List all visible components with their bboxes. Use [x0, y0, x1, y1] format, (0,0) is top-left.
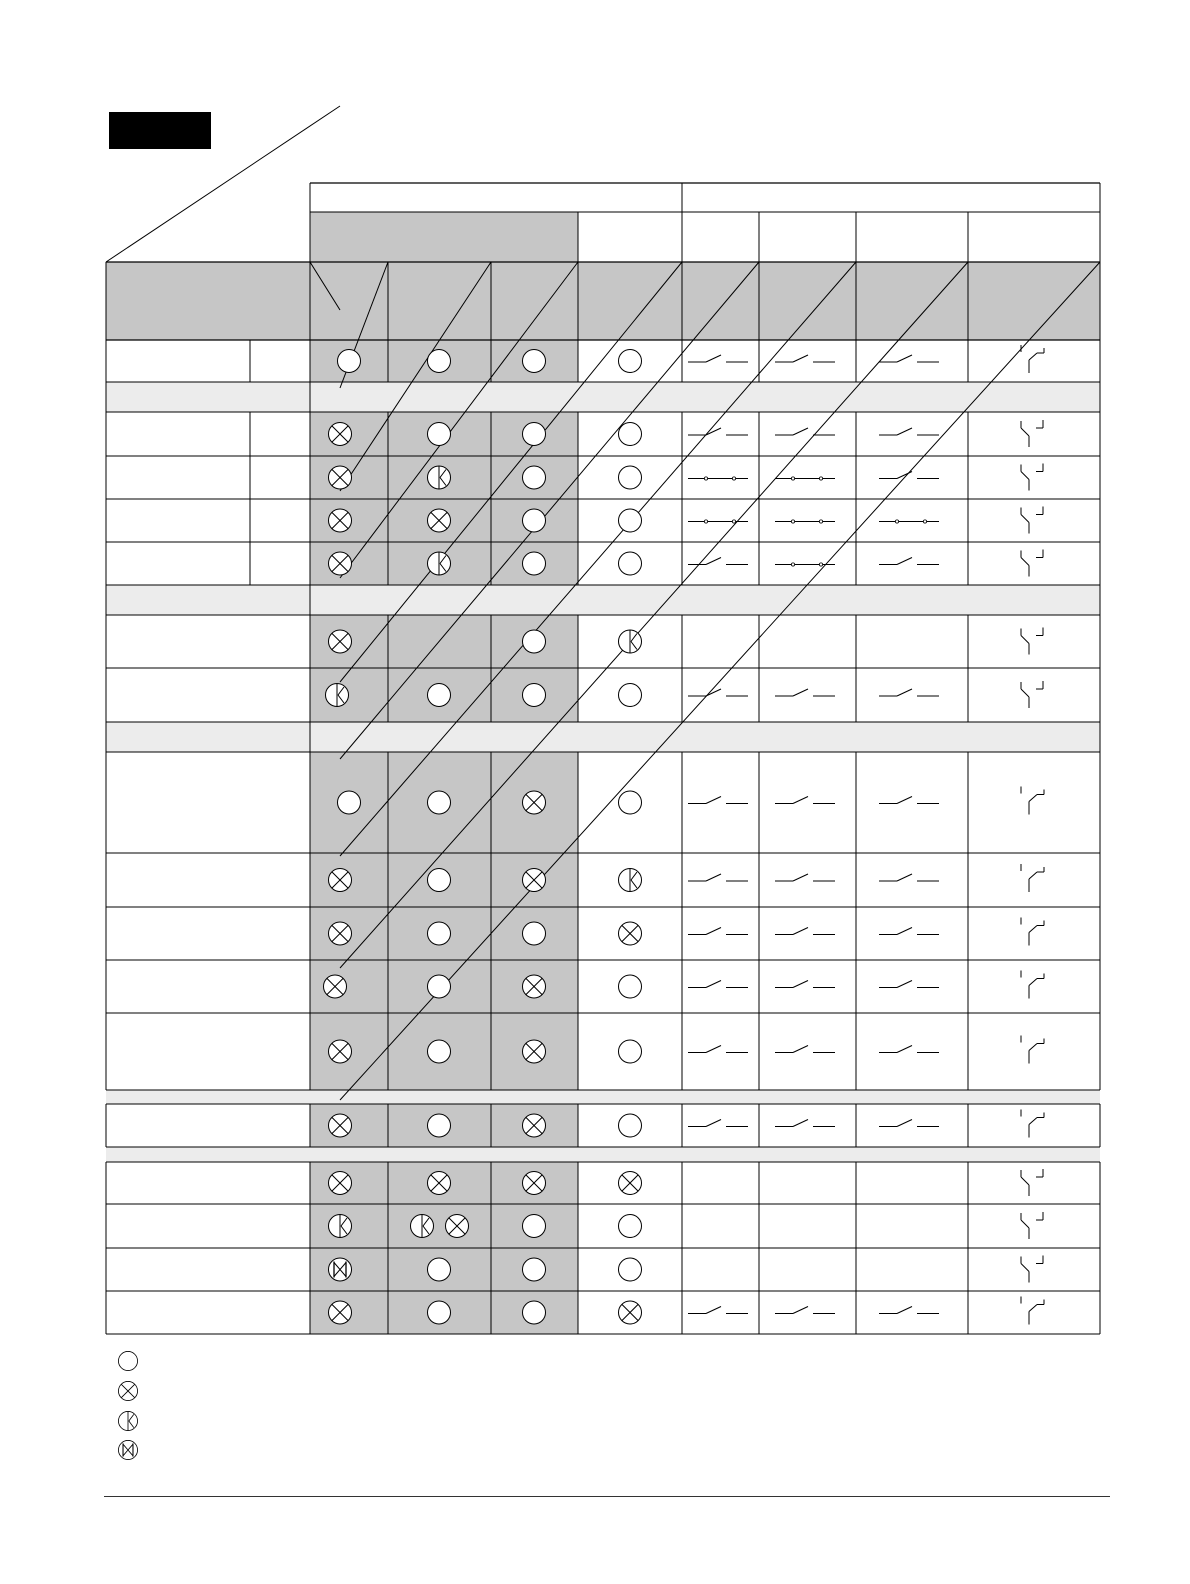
lamp-icon [329, 630, 352, 653]
lamp-icon [619, 1040, 642, 1063]
lamp-icon [619, 466, 642, 489]
changeover-actuated-icon [1021, 345, 1044, 373]
lamp-icon [428, 1258, 451, 1281]
contact-open-icon [879, 1120, 939, 1127]
contact-open-icon [879, 1307, 939, 1314]
contact-open-icon [775, 1307, 835, 1314]
lamp-icon [329, 509, 352, 532]
lamp-icon [523, 791, 546, 814]
contact-closed-icon [775, 477, 835, 480]
lamp-icon [619, 630, 642, 653]
lamp-icon [326, 684, 349, 707]
lamp-icon [428, 552, 451, 575]
contact-open-icon [775, 428, 835, 435]
contact-open-icon [775, 928, 835, 935]
changeover-normal-icon [1021, 1169, 1043, 1196]
changeover-normal-icon [1021, 628, 1043, 655]
lamp-icon [619, 922, 642, 945]
changeover-normal-icon [1021, 681, 1043, 708]
lamp-off-icon [118, 1351, 137, 1370]
contact-open-icon [879, 355, 939, 362]
changeover-normal-icon [1021, 464, 1043, 491]
contact-open-icon [879, 689, 939, 696]
contact-open-icon [775, 1046, 835, 1053]
lamp-icon [619, 423, 642, 446]
contact-open-icon [688, 1046, 748, 1053]
contact-closed-icon [879, 520, 939, 523]
lamp-icon [329, 1114, 352, 1137]
lamp-icon [523, 922, 546, 945]
contact-open-icon [688, 797, 748, 804]
contact-open-icon [879, 928, 939, 935]
lamp-icon [428, 423, 451, 446]
lamp-icon [428, 869, 451, 892]
contact-open-icon [879, 981, 939, 988]
contact-open-icon [688, 355, 748, 362]
lamp-icon [523, 684, 546, 707]
contact-closed-icon [688, 520, 748, 523]
lamp-icon [329, 466, 352, 489]
lamp-icon [619, 1301, 642, 1324]
lamp-icon [619, 552, 642, 575]
contact-open-icon [879, 874, 939, 881]
lamp-icon [428, 466, 451, 489]
lamp-icon [619, 791, 642, 814]
lamp-icon [329, 1258, 352, 1281]
section-band [106, 722, 1100, 752]
lamp-icon [329, 1215, 352, 1238]
contact-open-icon [688, 928, 748, 935]
contact-closed-icon [688, 477, 748, 480]
footer-rule [104, 1496, 1110, 1497]
lamp-flashing-icon [118, 1411, 137, 1430]
contact-open-icon [775, 689, 835, 696]
lamp-icon [523, 869, 546, 892]
changeover-normal-icon [1021, 1212, 1043, 1239]
contact-open-icon [775, 1120, 835, 1127]
contact-open-icon [775, 874, 835, 881]
lamp-icon [428, 684, 451, 707]
contact-open-icon [775, 981, 835, 988]
lamp-icon [329, 1301, 352, 1324]
contact-closed-icon [775, 520, 835, 523]
lamp-icon [619, 869, 642, 892]
contact-open-icon [688, 874, 748, 881]
gap-band [106, 1147, 1100, 1162]
lamp-icon [428, 975, 451, 998]
contact-open-icon [879, 558, 939, 565]
lamp-icon [428, 1040, 451, 1063]
lamp-icon [329, 552, 352, 575]
contact-open-icon [688, 428, 748, 435]
lamp-icon [523, 350, 546, 373]
lamp-icon [619, 975, 642, 998]
changeover-actuated-icon [1021, 1110, 1044, 1138]
changeover-normal-icon [1021, 507, 1043, 534]
lamp-icon [619, 509, 642, 532]
header-shade-row [106, 262, 1100, 340]
changeover-normal-icon [1021, 1256, 1043, 1283]
lamp-icon [619, 684, 642, 707]
lamp-icon [329, 1172, 352, 1195]
lamp-icon [329, 869, 352, 892]
lamp-icon [428, 1172, 451, 1195]
contact-open-icon [879, 797, 939, 804]
lamp-icon [619, 1172, 642, 1195]
lamp-icon [428, 791, 451, 814]
lamp-icon [619, 1215, 642, 1238]
lamp-icon [338, 791, 361, 814]
contact-open-icon [688, 1307, 748, 1314]
contact-open-icon [688, 1120, 748, 1127]
lamp-icon [329, 922, 352, 945]
lamp-icon [619, 1114, 642, 1137]
lamp-icon [523, 423, 546, 446]
contact-open-icon [775, 797, 835, 804]
contact-open-icon [879, 472, 939, 479]
lamp-icon [619, 350, 642, 373]
lamp-icon [523, 1301, 546, 1324]
lamp-icon [523, 1114, 546, 1137]
lamp-icon [523, 466, 546, 489]
lamp-icon [324, 975, 347, 998]
lamp-icon [338, 350, 361, 373]
lamp-icon [523, 509, 546, 532]
lamp-icon [329, 423, 352, 446]
lamp-alternating-icon [118, 1440, 137, 1459]
contact-open-icon [879, 1046, 939, 1053]
lamp-icon [523, 1040, 546, 1063]
lamp-icon [428, 1301, 451, 1324]
lamp-icon [619, 1258, 642, 1281]
lamp-icon [523, 1215, 546, 1238]
section-band [106, 382, 1100, 412]
changeover-actuated-icon [1021, 1036, 1044, 1064]
changeover-normal-icon [1021, 420, 1043, 447]
lamp-icon [428, 350, 451, 373]
changeover-actuated-icon [1021, 918, 1044, 946]
changeover-actuated-icon [1021, 787, 1044, 815]
changeover-actuated-icon [1021, 971, 1044, 999]
header-shade [310, 212, 578, 262]
lamp-icon [329, 1040, 352, 1063]
section-band [106, 585, 1100, 615]
contact-open-icon [775, 355, 835, 362]
contact-open-icon [688, 981, 748, 988]
lamp-icon [523, 1172, 546, 1195]
lamp-icon [428, 922, 451, 945]
changeover-normal-icon [1021, 550, 1043, 577]
lamp-icon [523, 1258, 546, 1281]
changeover-actuated-icon [1021, 1297, 1044, 1325]
contact-open-icon [879, 428, 939, 435]
lamp-icon [428, 1114, 451, 1137]
gap-band [106, 1090, 1100, 1104]
lamp-icon [523, 552, 546, 575]
lamp-icon [523, 630, 546, 653]
lamp-on-icon [118, 1381, 137, 1400]
lamp-icon [428, 509, 451, 532]
lamp-icon [523, 975, 546, 998]
contact-open-icon [688, 558, 748, 565]
changeover-actuated-icon [1021, 864, 1044, 892]
contact-open-icon [688, 689, 748, 696]
